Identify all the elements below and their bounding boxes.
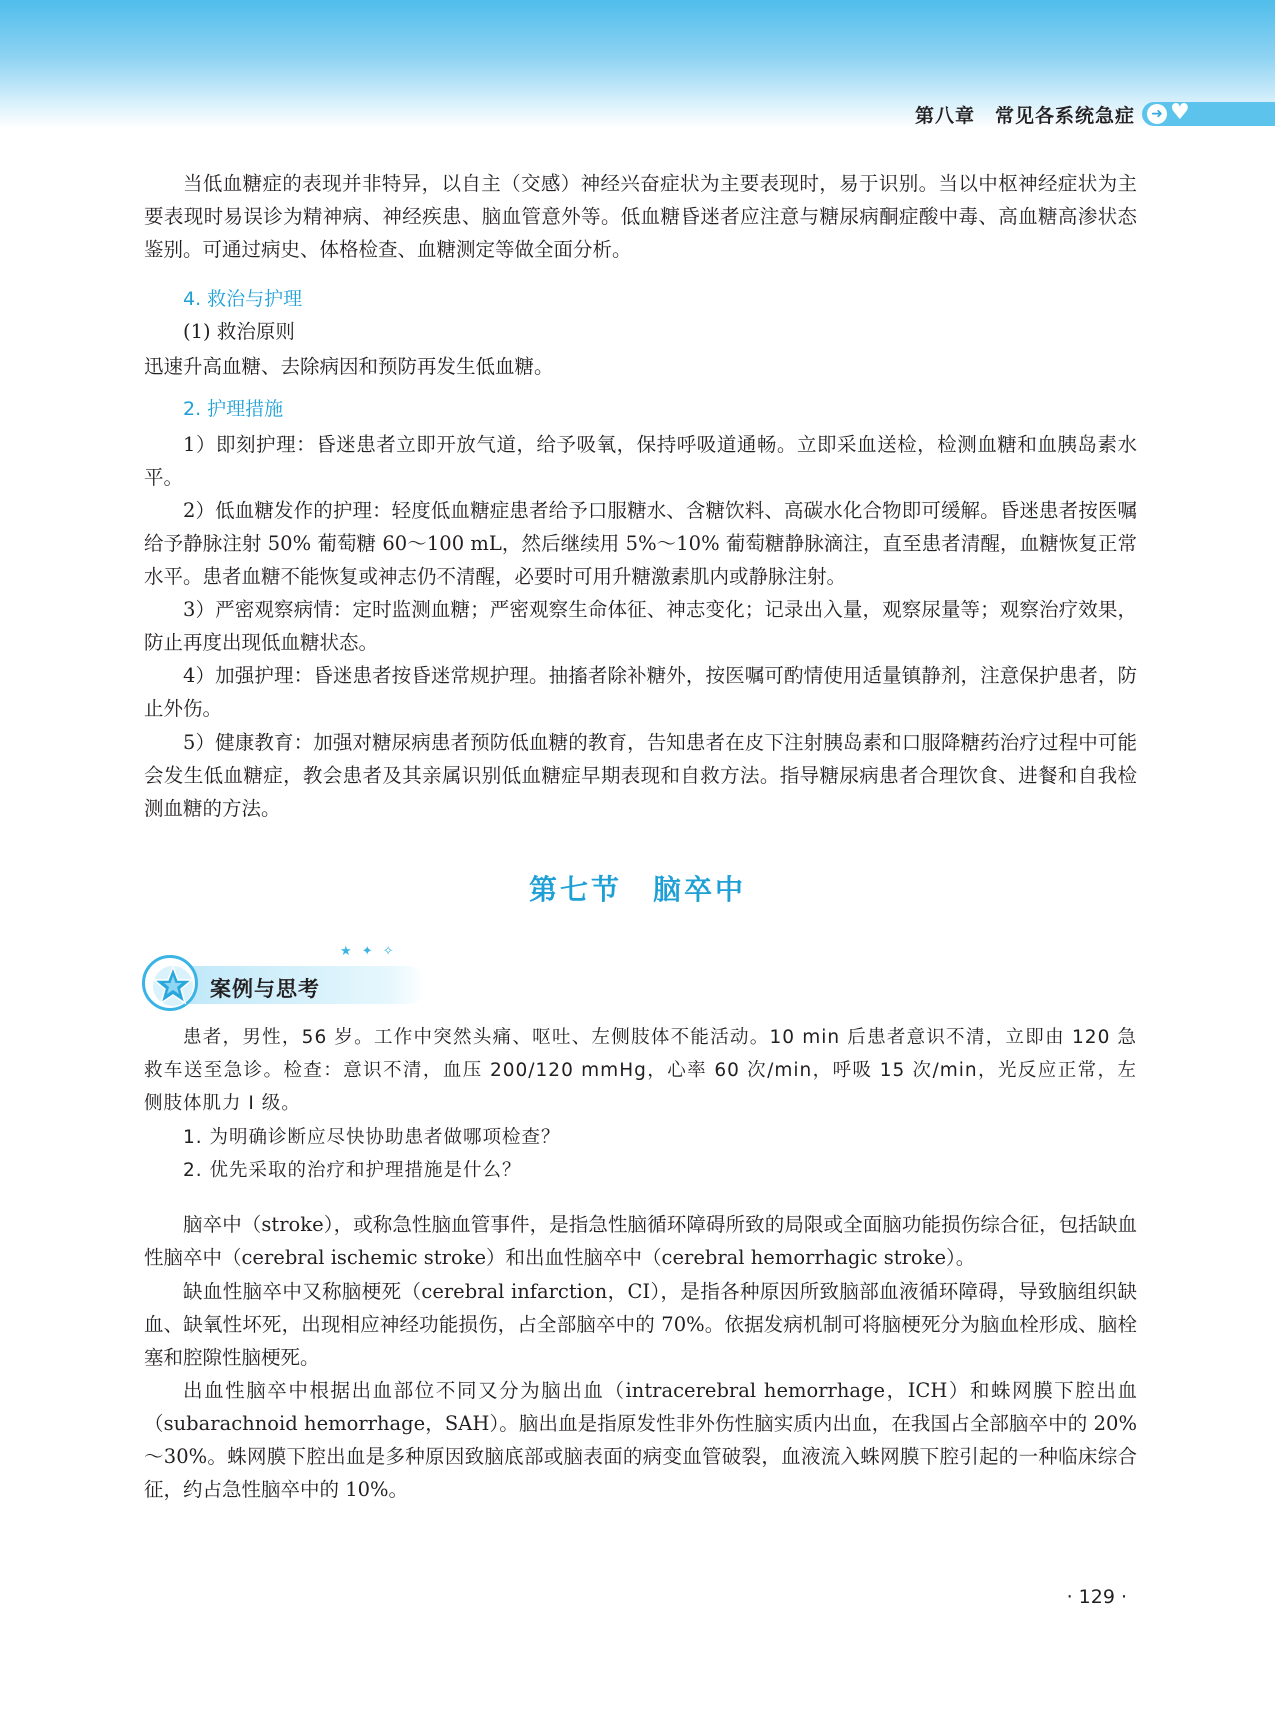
- nursing-item-4: 4）加强护理：昏迷患者按昏迷常规护理。抽搐者除补糖外，按医嘱可酌情使用适量镇静剂，注意保护患者，防止外伤。: [144, 664, 1137, 720]
- star-icon: [151, 964, 195, 1008]
- case-badge: [142, 955, 198, 1011]
- principle-text: 迅速升高血糖、去除病因和预防再发生低血糖。: [144, 355, 554, 378]
- case-paragraph: 患者，男性，56 岁。工作中突然头痛、呕吐、左侧肢体不能活动。10 min 后患者意识不清，立即由 120 急救车送至急诊。检查：意识不清，血压 200/120 mmHg，心率 60 次/min，呼吸 15 次/min，光反应正常，左侧肢体肌力 Ⅰ 级。: [144, 1027, 1137, 1114]
- treatment-heading: 4. 救治与护理: [183, 288, 303, 310]
- nursing-heading: 2. 护理措施: [183, 398, 284, 420]
- body-paragraph-2: 缺血性脑卒中又称脑梗死（cerebral infarction，CI），是指各种原因所致脑部血液循环障碍，导致脑组织缺血、缺氧性坏死，出现相应神经功能损伤，占全部脑卒中的 70%。依据发病机制可将脑梗死分为脑血栓形成、脑栓塞和腔隙性脑梗死。: [144, 1280, 1137, 1369]
- body-paragraph-1: 脑卒中（stroke），或称急性脑血管事件，是指急性脑循环障碍所致的局限或全面脑功能损伤综合征，包括缺血性脑卒中（cerebral ischemic stroke）和出血性脑卒中（cerebral hemorrhagic stroke）。: [144, 1213, 1137, 1269]
- page-number: · 129 ·: [1066, 1586, 1127, 1608]
- chapter-title: 第八章 常见各系统急症: [914, 105, 1135, 127]
- body-paragraph-3: 出血性脑卒中根据出血部位不同又分为脑出血（intracerebral hemorrhage，ICH）和蛛网膜下腔出血（subarachnoid hemorrhage，SAH）。脑出血是指原发性非外伤性脑实质内出血，在我国占全部脑卒中的 20%～30%。蛛网膜下腔出血是多种原因致脑底部或脑表面的病变血管破裂，血液流入蛛网膜下腔引起的一种临床综合征，约占急性脑卒中的 10%。: [144, 1379, 1137, 1501]
- sparkle-icon: ★ ✦ ✧: [340, 944, 397, 959]
- arrow-icon: ➜: [1147, 104, 1167, 124]
- nursing-item-2: 2）低血糖发作的护理：轻度低血糖症患者给予口服糖水、含糖饮料、高碳水化合物即可缓解。昏迷患者按医嘱给予静脉注射 50% 葡萄糖 60～100 mL，然后继续用 5%～10% 葡萄糖静脉滴注，直至患者清醒，血糖恢复正常水平。患者血糖不能恢复或神志仍不清醒，必要时可用升糖激素肌内或静脉注射。: [144, 499, 1137, 588]
- nursing-item-1: 1）即刻护理：昏迷患者立即开放气道，给予吸氧，保持呼吸道通畅。立即采血送检，检测血糖和血胰岛素水平。: [144, 433, 1137, 489]
- intro-paragraph: 当低血糖症的表现并非特异，以自主（交感）神经兴奋症状为主要表现时，易于识别。当以中枢神经症状为主要表现时易误诊为精神病、神经疾患、脑血管意外等。低血糖昏迷者应注意与糖尿病酮症酸中毒、高血糖高渗状态鉴别。可通过病史、体格检查、血糖测定等做全面分析。: [144, 172, 1137, 261]
- principle-label: (1) 救治原则: [183, 320, 295, 343]
- nursing-item-3: 3）严密观察病情：定时监测血糖；严密观察生命体征、神志变化；记录出入量，观察尿量等；观察治疗效果，防止再度出现低血糖状态。: [144, 598, 1137, 654]
- nursing-item-5: 5）健康教育：加强对糖尿病患者预防低血糖的教育，告知患者在皮下注射胰岛素和口服降糖药治疗过程中可能会发生低血糖症，教会患者及其亲属识别低血糖症早期表现和自救方法。指导糖尿病患者合理饮食、进餐和自我检测血糖的方法。: [144, 731, 1137, 820]
- heart-icon: ♥: [1170, 100, 1190, 125]
- case-banner: [142, 955, 422, 1013]
- case-label: 案例与思考: [210, 977, 320, 1001]
- section-title: 第七节 脑卒中: [528, 873, 746, 906]
- case-question-1: 1. 为明确诊断应尽快协助患者做哪项检查？: [183, 1127, 561, 1148]
- case-question-2: 2. 优先采取的治疗和护理措施是什么？: [183, 1160, 522, 1181]
